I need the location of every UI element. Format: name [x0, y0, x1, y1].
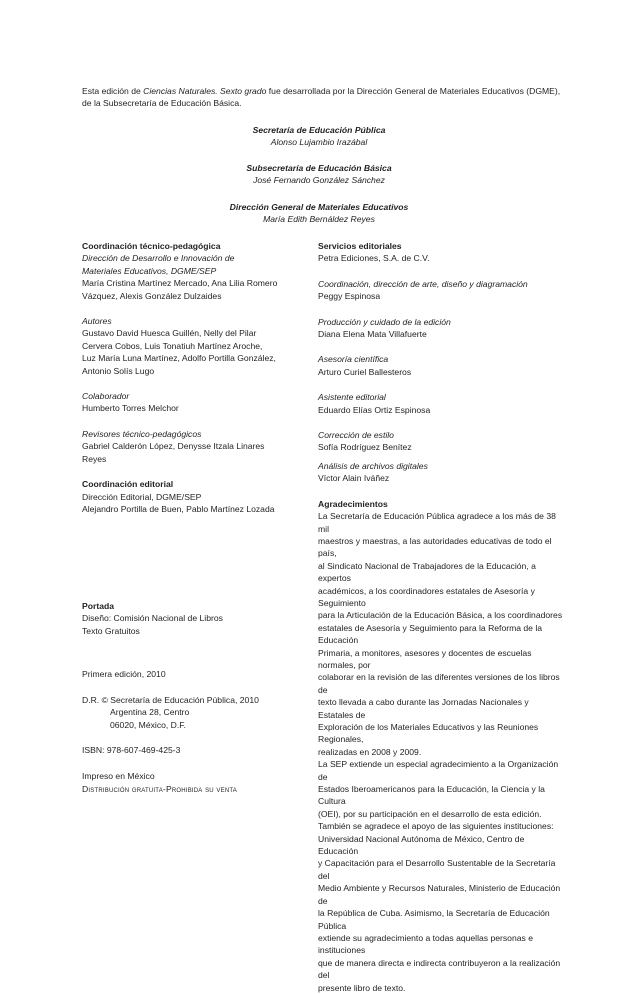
- acknowledgement-line: maestros y maestras, a las autoridades educativas de todo el país,: [318, 535, 552, 559]
- credit-autores: [82, 315, 307, 377]
- acknowledgement-line: Estados Iberoamericanos para la Educación, la Ciencia y la Cultura: [318, 784, 545, 807]
- credit-line: Alejandro Portilla de Buen, Pablo Martínez Lozada: [82, 503, 275, 514]
- official-sep: [82, 124, 556, 149]
- credit-heading: Colaborador: [82, 391, 130, 402]
- credit-line: Sofía Rodríguez Benítez: [318, 442, 412, 453]
- acknowledgement-line: estatales de Asesoría y Seguimiento para la Reforma de la Educación: [318, 622, 543, 646]
- credit-heading: Coordinación editorial: [82, 479, 174, 490]
- credit-subheading: Materiales Educativos, DGME/SEP: [82, 265, 217, 276]
- acknowledgement-line: al Sindicato Nacional de Trabajadores de la Educación, a expertos: [318, 560, 536, 584]
- distribution-notice: Distribución gratuita-Prohibida su venta: [82, 784, 237, 794]
- credit-line: María Cristina Martínez Mercado, Ana Lilia Romero: [82, 278, 278, 289]
- copyright-block: [82, 694, 307, 731]
- credit-heading: Producción y cuidado de la edición: [318, 316, 451, 327]
- credit-coordinacion-tecnica: [82, 240, 307, 302]
- credit-revisores: [82, 428, 307, 465]
- credit-heading: Análisis de archivos digitales: [318, 460, 428, 471]
- credit-line: Arturo Curiel Ballesteros: [318, 366, 412, 377]
- credit-analisis: [318, 460, 563, 485]
- official-heading: Secretaría de Educación Pública: [252, 125, 386, 135]
- acknowledgement-line: presente libro de texto.: [318, 982, 406, 993]
- acknowledgement-line: que de manera directa e indirecta contribuyeron a la realización del: [318, 957, 561, 981]
- credit-line: Diana Elena Mata Villafuerte: [318, 329, 427, 340]
- credit-line: Humberto Torres Melchor: [82, 403, 179, 414]
- acknowledgement-line: Primaria, a monitores, asesores y docentes de escuelas normales, por: [318, 647, 532, 670]
- acknowledgement-line: (OEI), por su participación en el desarrollo de esta edición.: [318, 808, 542, 819]
- acknowledgement-line: La SEP extiende un especial agradecimiento a la Organización de: [318, 759, 559, 782]
- credit-heading: Portada: [82, 601, 114, 611]
- credit-portada: [82, 600, 307, 637]
- official-dgme: [82, 201, 556, 226]
- official-name: José Fernando González Sánchez: [253, 175, 385, 186]
- credit-colaborador: [82, 390, 307, 415]
- left-column: [82, 240, 307, 515]
- credit-heading: Servicios editoriales: [318, 241, 402, 251]
- right-column: [318, 240, 563, 994]
- intro-text-start: Esta edición de: [82, 86, 144, 96]
- credit-heading: Corrección de estilo: [318, 430, 394, 441]
- edition-line: Primera edición, 2010: [82, 669, 166, 679]
- credit-line: Reyes: [82, 453, 107, 464]
- acknowledgements-text: [318, 510, 563, 994]
- credit-heading: Coordinación, dirección de arte, diseño y diagramación: [318, 278, 528, 289]
- official-name: Alonso Lujambio Irazábal: [270, 137, 368, 148]
- official-heading: Subsecretaría de Educación Básica: [246, 163, 392, 173]
- official-name: María Edith Bernáldez Reyes: [263, 214, 375, 225]
- credit-heading: Asistente editorial: [318, 392, 386, 403]
- credit-subheading: Dirección de Desarrollo e Innovación de: [82, 253, 235, 264]
- credit-line: Luz María Luna Martínez, Adolfo Portilla González,: [82, 353, 276, 364]
- credit-line: Gustavo David Huesca Guillén, Nelly del Pilar: [82, 328, 257, 339]
- credit-line: Antonio Solís Lugo: [82, 365, 155, 376]
- credit-line: Peggy Espinosa: [318, 291, 381, 302]
- credit-line: Texto Gratuitos: [82, 625, 140, 636]
- isbn-line: ISBN: 978-607-469-425-3: [82, 745, 181, 755]
- credit-asistente: [318, 391, 563, 416]
- intro-text-end: fue desarrollada por la Dirección General de Materiales Educativos (DGME), de la Subsecretaría de Educación Básica.: [82, 86, 561, 109]
- book-title: Ciencias Naturales. Sexto grado: [143, 86, 267, 96]
- printed-in-line: Impreso en México: [82, 771, 155, 781]
- credit-line: Víctor Alain Iváñez: [318, 473, 390, 484]
- address-line: Argentina 28, Centro: [110, 707, 190, 718]
- credit-coordinacion-editorial: [82, 478, 307, 515]
- credit-agradecimientos: [318, 498, 563, 994]
- acknowledgement-line: y Capacitación para el Desarrollo Sustentable de la Secretaría del: [318, 858, 556, 881]
- acknowledgement-line: Exploración de los Materiales Educativos y las Reuniones Regionales,: [318, 722, 539, 745]
- credit-line: Dirección Editorial, DGME/SEP: [82, 491, 202, 502]
- official-seb: [82, 162, 556, 187]
- official-heading: Dirección General de Materiales Educativos: [229, 202, 409, 212]
- credit-line: Vázquez, Alexis González Dulzaides: [82, 290, 222, 301]
- acknowledgement-line: texto llevada a cabo durante las Jornadas Nacionales y Estatales de: [318, 697, 529, 720]
- acknowledgement-line: La Secretaría de Educación Pública agradece a los más de 38 mil: [318, 511, 556, 534]
- credit-heading: Autores: [82, 316, 112, 327]
- copyright-line: D.R. © Secretaría de Educación Pública, 2010: [82, 695, 259, 705]
- acknowledgement-line: Universidad Nacional Autónoma de México, Centro de Educación: [318, 833, 525, 857]
- credit-produccion: [318, 316, 563, 341]
- credit-heading: Coordinación técnico-pedagógica: [82, 241, 221, 251]
- acknowledgement-line: para la Articulación de la Educación Básica, a los coordinadores: [318, 610, 563, 621]
- acknowledgement-line: colaborar en la revisión de las diferentes versiones de los libros de: [318, 672, 560, 695]
- credit-servicios: [318, 240, 563, 265]
- intro-paragraph: [82, 85, 562, 110]
- credit-coordinacion-arte: [318, 278, 563, 303]
- credit-asesoria: [318, 353, 563, 378]
- acknowledgement-line: realizadas en 2008 y 2009.: [318, 746, 422, 757]
- credit-line: Petra Ediciones, S.A. de C.V.: [318, 253, 430, 264]
- credit-line: Eduardo Elías Ortiz Espinosa: [318, 404, 431, 415]
- acknowledgement-line: la República de Cuba. Asimismo, la Secretaría de Educación Pública: [318, 908, 550, 931]
- acknowledgement-line: extiende su agradecimiento a todas aquellas personas e instituciones: [318, 932, 533, 956]
- credit-heading: Revisores técnico-pedagógicos: [82, 428, 202, 439]
- acknowledgement-line: académicos, a los coordinadores estatales de Asesoría y Seguimiento: [318, 585, 535, 608]
- address-line: 06020, México, D.F.: [110, 719, 186, 730]
- credit-line: Cervera Cobos, Luis Tonatiuh Martínez Aroche,: [82, 340, 263, 351]
- credit-heading: Asesoría científica: [318, 354, 389, 365]
- credit-line: Diseño: Comisión Nacional de Libros: [82, 613, 223, 624]
- credit-heading: Agradecimientos: [318, 498, 388, 509]
- credit-correccion: [318, 429, 563, 454]
- credit-line: Gabriel Calderón López, Denysse Itzala Linares: [82, 441, 265, 452]
- acknowledgement-line: Medio Ambiente y Recursos Naturales, Ministerio de Educación de: [318, 883, 561, 906]
- acknowledgement-line: También se agradece el apoyo de las siguientes instituciones:: [318, 821, 554, 832]
